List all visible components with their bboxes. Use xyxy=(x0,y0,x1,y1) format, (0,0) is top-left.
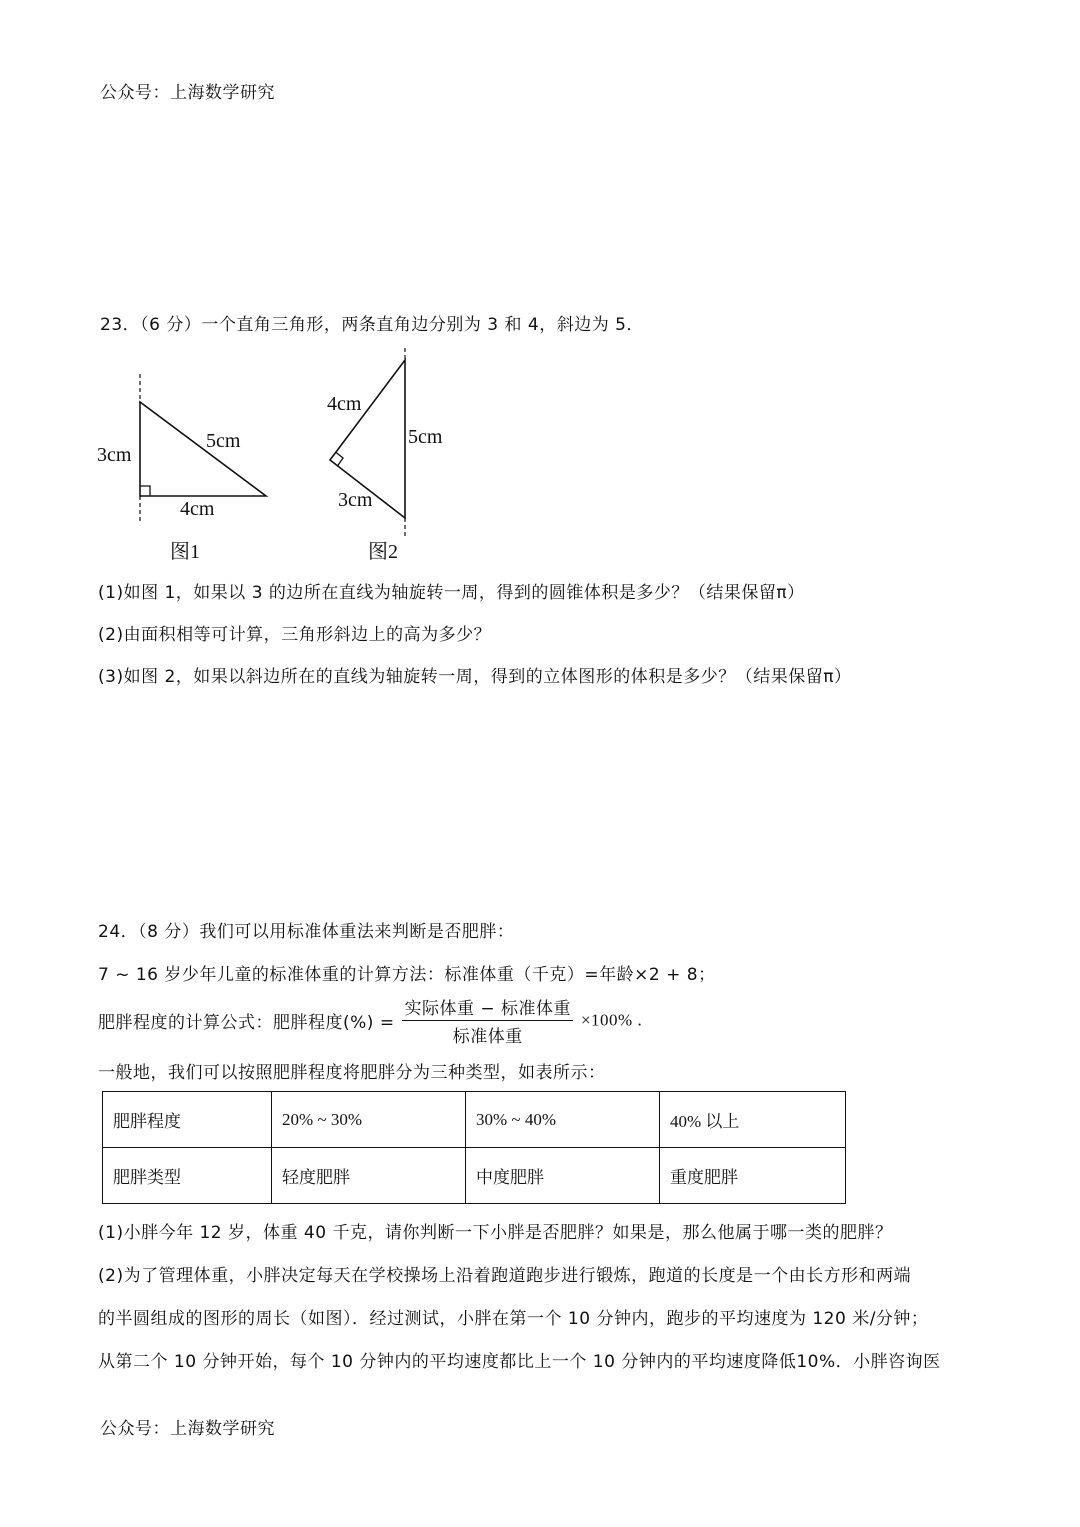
q23-part-2: (2)由面积相等可计算，三角形斜边上的高为多少？ xyxy=(98,625,492,645)
fig1-label-5cm: 5cm xyxy=(206,430,241,452)
table-row xyxy=(103,1092,846,1148)
formula-numerator: 实际体重 − 标准体重 xyxy=(402,994,573,1021)
header-watermark: 公众号：上海数学研究 xyxy=(100,83,275,103)
table-cell: 重度肥胖 xyxy=(660,1148,846,1204)
fig1-label-4cm: 4cm xyxy=(180,498,215,520)
fig2-caption: 图2 xyxy=(368,541,398,563)
fig1-triangle xyxy=(140,402,266,496)
table-cell: 30% ~ 40% xyxy=(466,1092,660,1148)
fig2-label-5cm: 5cm xyxy=(408,426,443,448)
fig2-label-4cm: 4cm xyxy=(327,393,362,415)
table-cell: 中度肥胖 xyxy=(466,1148,660,1204)
q24-title: 24．（8 分）我们可以用标准体重法来判断是否肥胖： xyxy=(98,922,515,942)
obesity-table xyxy=(102,1091,846,1204)
formula-prefix: 肥胖程度的计算公式：肥胖程度(%) = xyxy=(98,1013,395,1033)
table-cell: 肥胖类型 xyxy=(103,1148,272,1204)
table-cell: 20% ~ 30% xyxy=(272,1092,466,1148)
table-cell: 肥胖程度 xyxy=(103,1092,272,1148)
formula-denominator: 标准体重 xyxy=(452,1027,523,1047)
q24-part-2-line-3: 从第二个 10 分钟开始，每个 10 分钟内的平均速度都比上一个 10 分钟内的平均速度降低10%．小胖咨询医 xyxy=(98,1352,941,1372)
fig2-right-angle-mark xyxy=(336,452,344,466)
q23-title: 23．（6 分）一个直角三角形，两条直角边分别为 3 和 4，斜边为 5． xyxy=(100,315,644,335)
fig2-label-3cm: 3cm xyxy=(338,489,373,511)
q24-table-intro: 一般地，我们可以按照肥胖程度将肥胖分为三种类型，如表所示： xyxy=(98,1063,606,1083)
formula-suffix: ×100% . xyxy=(580,1010,643,1030)
q24-part-1: (1)小胖今年 12 岁，体重 40 千克，请你判断一下小胖是否肥胖？如果是，那么他属于哪一类的肥胖？ xyxy=(98,1223,893,1243)
table-cell: 轻度肥胖 xyxy=(272,1148,466,1204)
table-cell: 40% 以上 xyxy=(660,1092,846,1148)
q24-standard-weight-rule: 7 ~ 16 岁少年儿童的标准体重的计算方法：标准体重（千克）=年龄×2 + 8； xyxy=(98,965,716,985)
fig1-right-angle-mark xyxy=(140,486,150,496)
q23-part-1: (1)如图 1，如果以 3 的边所在直线为轴旋转一周，得到的圆锥体积是多少？（结果保留π） xyxy=(98,583,805,603)
q24-part-2-line-2: 的半圆组成的图形的周长（如图）．经过测试，小胖在第一个 10 分钟内，跑步的平均速度为 120 米/分钟； xyxy=(98,1309,929,1329)
fig1-label-3cm: 3cm xyxy=(97,444,132,466)
q24-part-2-line-1: (2)为了管理体重，小胖决定每天在学校操场上沿着跑道跑步进行锻炼，跑道的长度是一个由长方形和两端 xyxy=(98,1266,912,1286)
footer-watermark: 公众号：上海数学研究 xyxy=(100,1419,275,1439)
formula-fraction xyxy=(402,994,573,1047)
fig1-caption: 图1 xyxy=(170,541,200,563)
q23-part-3: (3)如图 2，如果以斜边所在的直线为轴旋转一周，得到的立体图形的体积是多少？（结果保留π） xyxy=(98,667,852,687)
q24-formula xyxy=(98,994,642,1047)
table-row xyxy=(103,1148,846,1204)
